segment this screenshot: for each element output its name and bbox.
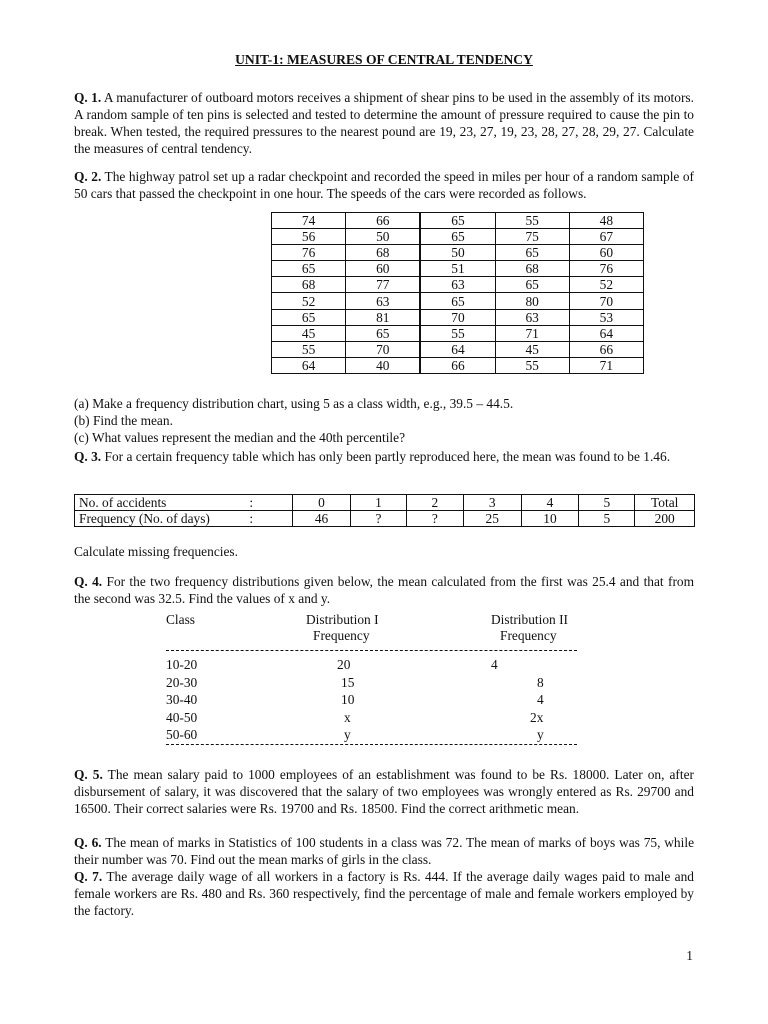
question-7-text: The average daily wage of all workers in a factory is Rs. 444. If the average daily wages paid to male and female workers are Rs. 480 and Rs. 360 respectively, find the percentage of male and female workers employed by the factory. bbox=[74, 869, 694, 918]
header-class: Class bbox=[166, 612, 196, 627]
page-number: 1 bbox=[686, 948, 693, 963]
divider-top bbox=[166, 650, 577, 651]
speed-cell: 77 bbox=[346, 277, 421, 293]
speed-cell: 66 bbox=[420, 357, 495, 373]
frequency-row-label: Frequency (No. of days) bbox=[75, 511, 246, 527]
question-1-text: A manufacturer of outboard motors receives a shipment of shear pins to be used in the assembly of its motors. A random sample of ten pins is selected and tested to determine the amount of pressure required to cause the pin to break. When tested, the required pressures to the nearest pound are 19, 23, 27, 19, 23, 28, 27, 28, 29, 27. Calculate the measures of central tendency. bbox=[74, 90, 694, 156]
speed-cell: 64 bbox=[420, 341, 495, 357]
accidents-table bbox=[74, 494, 695, 527]
speed-cell: 52 bbox=[272, 293, 346, 309]
question-3-text: For a certain frequency table which has only been partly reproduced here, the mean was found to be 1.46. bbox=[101, 449, 671, 464]
accidents-value: 5 bbox=[579, 495, 635, 511]
question-4-label: Q. 4. bbox=[74, 574, 103, 589]
frequency-value: 46 bbox=[293, 511, 351, 527]
divider-bottom bbox=[166, 744, 577, 745]
speed-cell: 70 bbox=[346, 341, 421, 357]
speed-cell: 66 bbox=[569, 341, 643, 357]
distribution-2-frequency: 2x bbox=[530, 710, 544, 725]
question-4-text: For the two frequency distributions given below, the mean calculated from the first was 25.4 and that from the second was 32.5. Find the values of x and y. bbox=[74, 574, 695, 606]
distribution-class: 30-40 bbox=[166, 692, 198, 707]
speed-cell: 74 bbox=[272, 213, 346, 229]
accidents-value: 1 bbox=[350, 495, 406, 511]
speeds-table-row bbox=[272, 341, 644, 357]
header-distribution-2: Distribution II bbox=[491, 612, 568, 627]
speed-cell: 55 bbox=[495, 213, 569, 229]
accidents-value: 4 bbox=[521, 495, 579, 511]
question-2-part-b: (b) Find the mean. bbox=[74, 413, 173, 428]
header-distribution-1: Distribution I bbox=[306, 612, 379, 627]
question-6-text: The mean of marks in Statistics of 100 students in a class was 72. The mean of marks of boys was 75, while their number was 70. Find out the mean marks of girls in the class. bbox=[74, 835, 695, 867]
speed-cell: 65 bbox=[495, 277, 569, 293]
speed-cell: 60 bbox=[346, 261, 421, 277]
speed-cell: 63 bbox=[420, 277, 495, 293]
question-7 bbox=[74, 868, 694, 919]
speed-cell: 65 bbox=[420, 213, 495, 229]
question-1 bbox=[74, 89, 694, 157]
speeds-table-row bbox=[272, 277, 644, 293]
frequency-value: ? bbox=[406, 511, 463, 527]
distribution-1-frequency: y bbox=[344, 727, 351, 742]
speed-cell: 65 bbox=[272, 309, 346, 325]
frequency-value: 200 bbox=[635, 511, 695, 527]
speed-cell: 65 bbox=[346, 325, 421, 341]
frequency-value: 25 bbox=[463, 511, 521, 527]
distribution-class: 20-30 bbox=[166, 675, 198, 690]
speed-cell: 64 bbox=[272, 357, 346, 373]
question-5-label: Q. 5. bbox=[74, 767, 103, 782]
speed-cell: 81 bbox=[346, 309, 421, 325]
header-distribution-2-frequency: Frequency bbox=[500, 628, 557, 643]
question-3-label: Q. 3. bbox=[74, 449, 102, 464]
speed-cell: 70 bbox=[420, 309, 495, 325]
distribution-2-frequency: y bbox=[537, 727, 544, 742]
speed-cell: 67 bbox=[569, 229, 643, 245]
question-2-part-c: (c) What values represent the median and the 40th percentile? bbox=[74, 430, 406, 445]
question-5 bbox=[74, 766, 694, 817]
speed-cell: 63 bbox=[346, 293, 421, 309]
speeds-table-row bbox=[272, 325, 644, 341]
distribution-1-frequency: 10 bbox=[341, 692, 355, 707]
speed-cell: 63 bbox=[495, 309, 569, 325]
accidents-colon: : bbox=[245, 495, 292, 511]
header-distribution-1-frequency: Frequency bbox=[313, 628, 370, 643]
distribution-2-frequency: 4 bbox=[537, 692, 544, 707]
speeds-table-row bbox=[272, 229, 644, 245]
accidents-value: 2 bbox=[406, 495, 463, 511]
speed-cell: 71 bbox=[569, 357, 643, 373]
speed-cell: 64 bbox=[569, 325, 643, 341]
question-6-label: Q. 6. bbox=[74, 835, 102, 850]
speed-cell: 45 bbox=[495, 341, 569, 357]
distribution-1-frequency: 15 bbox=[341, 675, 355, 690]
speed-cell: 48 bbox=[569, 213, 643, 229]
speeds-table-row bbox=[272, 213, 644, 229]
speed-cell: 68 bbox=[346, 245, 421, 261]
speeds-table-row bbox=[272, 309, 644, 325]
speed-cell: 55 bbox=[272, 341, 346, 357]
question-3-instruction: Calculate missing frequencies. bbox=[74, 544, 238, 559]
page-title: UNIT-1: MEASURES OF CENTRAL TENDENCY bbox=[235, 52, 533, 67]
frequency-row bbox=[75, 511, 695, 527]
accidents-row bbox=[75, 495, 695, 511]
frequency-value: ? bbox=[350, 511, 406, 527]
question-4 bbox=[74, 573, 694, 607]
speed-cell: 55 bbox=[495, 357, 569, 373]
accidents-value: 3 bbox=[463, 495, 521, 511]
speed-cell: 40 bbox=[346, 357, 421, 373]
frequency-value: 5 bbox=[579, 511, 635, 527]
speeds-table-row bbox=[272, 293, 644, 309]
distribution-1-frequency: x bbox=[344, 710, 351, 725]
speed-cell: 65 bbox=[495, 245, 569, 261]
distribution-class: 40-50 bbox=[166, 710, 198, 725]
speed-cell: 68 bbox=[272, 277, 346, 293]
speed-cell: 50 bbox=[420, 245, 495, 261]
speed-cell: 65 bbox=[272, 261, 346, 277]
speed-cell: 65 bbox=[420, 293, 495, 309]
speed-cell: 55 bbox=[420, 325, 495, 341]
speed-cell: 53 bbox=[569, 309, 643, 325]
question-2-text: The highway patrol set up a radar checkpoint and recorded the speed in miles per hour of a random sample of 50 cars that passed the checkpoint in one hour. The speeds of the cars were recorded as follows. bbox=[74, 169, 695, 201]
speeds-table bbox=[271, 212, 644, 374]
speed-cell: 75 bbox=[495, 229, 569, 245]
speed-cell: 71 bbox=[495, 325, 569, 341]
speed-cell: 45 bbox=[272, 325, 346, 341]
question-2-label: Q. 2. bbox=[74, 169, 102, 184]
frequency-value: 10 bbox=[521, 511, 579, 527]
question-2-part-a: (a) Make a frequency distribution chart, using 5 as a class width, e.g., 39.5 – 44.5. bbox=[74, 396, 514, 411]
question-5-text: The mean salary paid to 1000 employees of an establishment was found to be Rs. 18000. Later on, after disbursement of salary, it was discovered that the salary of two employees was wrongly entered as Rs. 29700 and 16500. Their correct salaries were Rs. 19700 and Rs. 18500. Find the correct arithmetic mean. bbox=[74, 767, 695, 816]
speed-cell: 76 bbox=[569, 261, 643, 277]
accidents-value: 0 bbox=[293, 495, 351, 511]
speed-cell: 76 bbox=[272, 245, 346, 261]
speed-cell: 66 bbox=[346, 213, 421, 229]
speed-cell: 56 bbox=[272, 229, 346, 245]
speed-cell: 60 bbox=[569, 245, 643, 261]
speed-cell: 51 bbox=[420, 261, 495, 277]
speeds-table-row bbox=[272, 245, 644, 261]
distribution-2-frequency: 4 bbox=[491, 657, 498, 672]
question-1-label: Q. 1. bbox=[74, 90, 102, 105]
question-2 bbox=[74, 168, 694, 202]
question-3 bbox=[74, 448, 694, 465]
speeds-table-row bbox=[272, 357, 644, 373]
distribution-2-frequency: 8 bbox=[537, 675, 544, 690]
frequency-colon: : bbox=[245, 511, 292, 527]
speed-cell: 68 bbox=[495, 261, 569, 277]
question-6 bbox=[74, 834, 694, 868]
speeds-table-row bbox=[272, 261, 644, 277]
question-7-label: Q. 7. bbox=[74, 869, 103, 884]
speed-cell: 70 bbox=[569, 293, 643, 309]
speed-cell: 50 bbox=[346, 229, 421, 245]
speed-cell: 52 bbox=[569, 277, 643, 293]
speed-cell: 65 bbox=[420, 229, 495, 245]
accidents-row-label: No. of accidents bbox=[75, 495, 246, 511]
distribution-class: 10-20 bbox=[166, 657, 198, 672]
distribution-class: 50-60 bbox=[166, 727, 198, 742]
speed-cell: 80 bbox=[495, 293, 569, 309]
distribution-1-frequency: 20 bbox=[337, 657, 351, 672]
accidents-value: Total bbox=[635, 495, 695, 511]
